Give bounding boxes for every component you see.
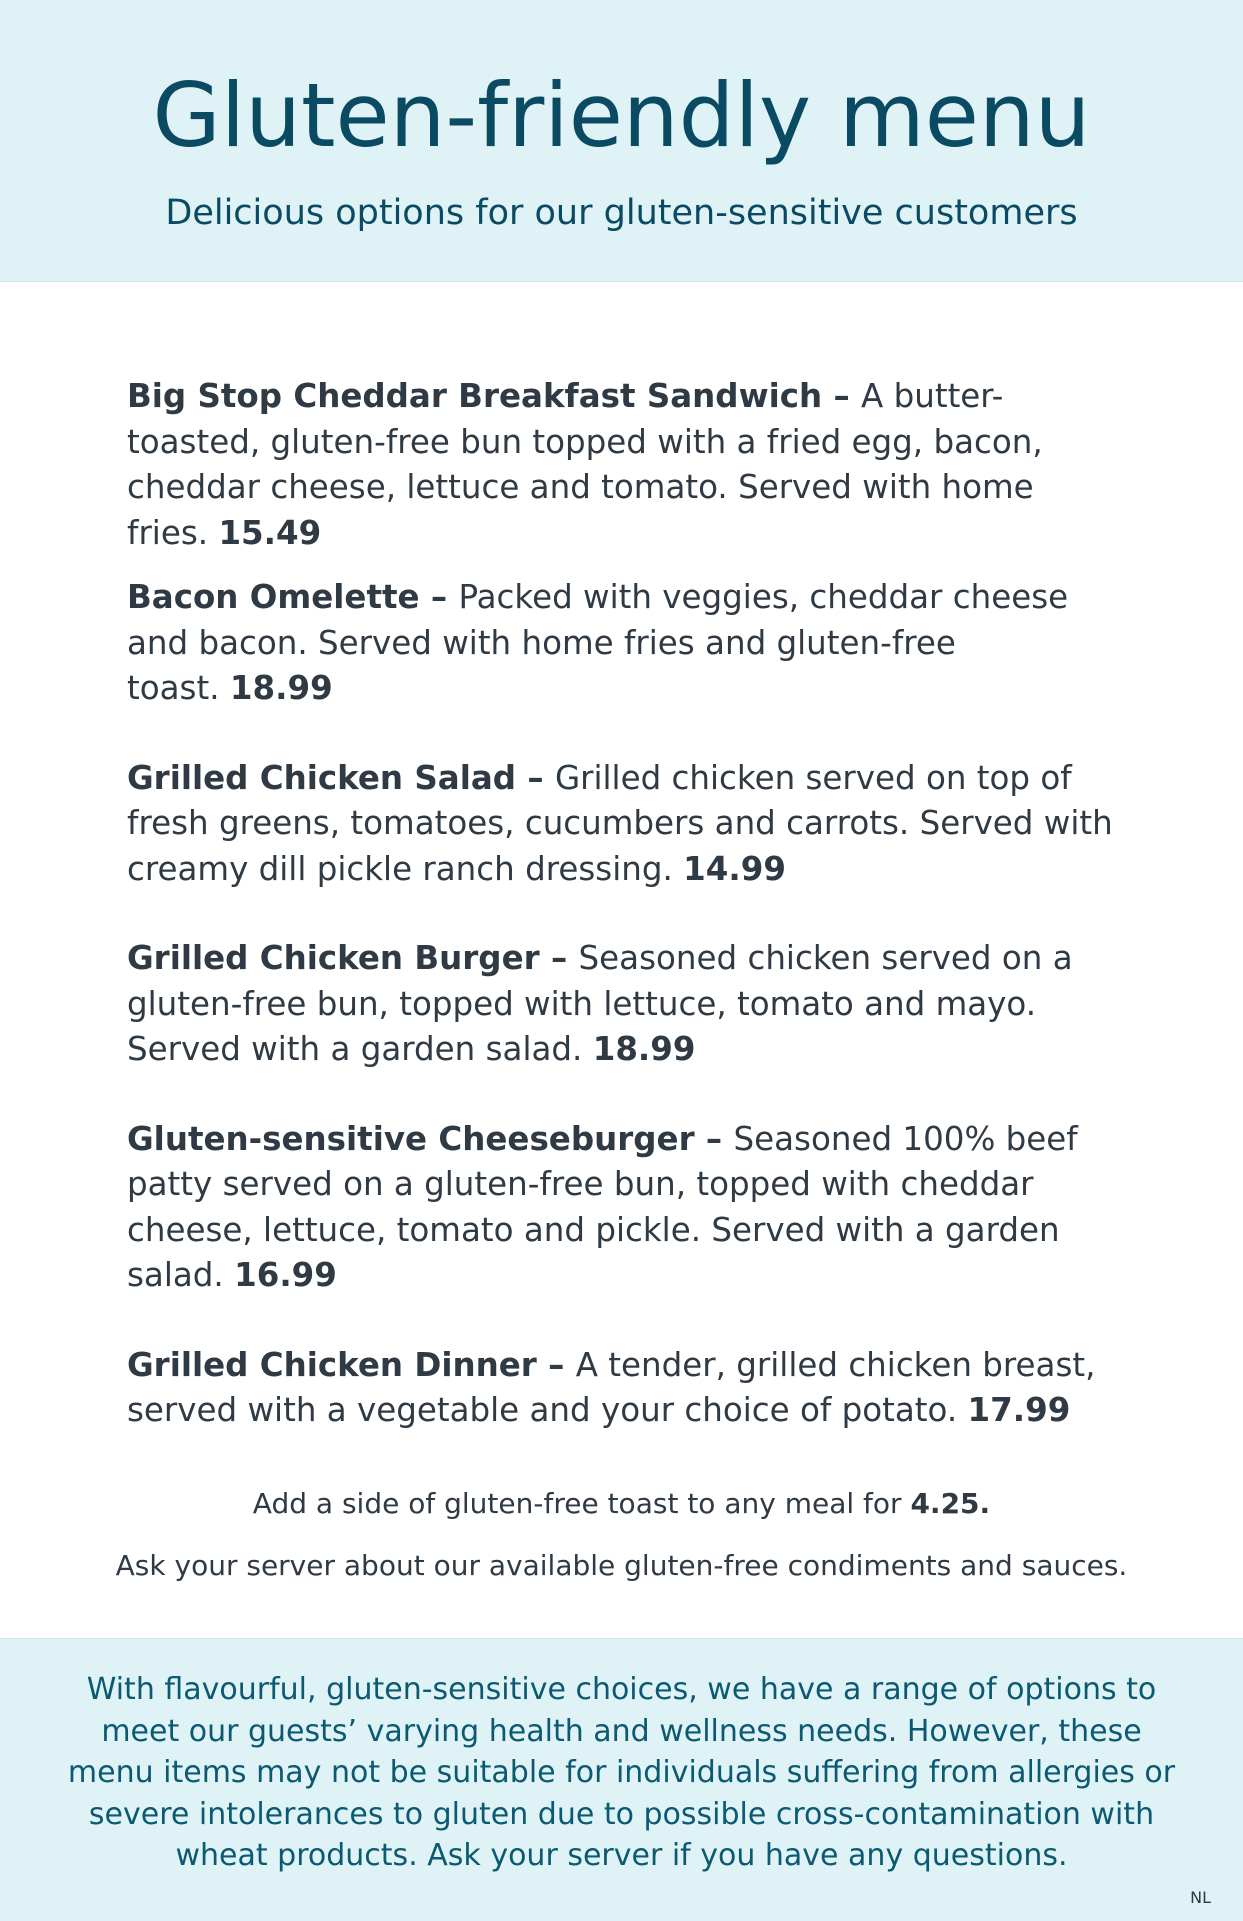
condiments-note: Ask your server about our available gluten-free condiments and sauces. xyxy=(115,1549,1128,1582)
menu-item-description: Seasoned chicken served on a gluten-free bun, topped with lettuce, tomato and mayo. Served with a garden salad. xyxy=(127,939,1073,1068)
menu-item-price: 18.99 xyxy=(592,1030,696,1068)
menu-item-separator: – xyxy=(694,1119,734,1158)
toast-note xyxy=(0,1487,1243,1521)
header-banner xyxy=(0,0,1243,282)
page-subtitle: Delicious options for our gluten-sensitive customers xyxy=(165,193,1078,233)
menu-item-separator: – xyxy=(539,939,579,977)
menu-item-description: Seasoned 100% beef patty served on a gluten-free bun, topped with cheddar cheese, lettuce, tomato and pickle. Served with a garden salad. xyxy=(127,1119,1078,1294)
region-code: NL xyxy=(1190,1888,1211,1907)
menu-item-chicken-burger xyxy=(127,936,1127,1073)
menu-item-separator: – xyxy=(536,1345,576,1384)
menu-item-separator: – xyxy=(822,377,862,415)
menu-item-price: 18.99 xyxy=(229,669,333,707)
menu-item-name: Big Stop Cheddar Breakfast Sandwich xyxy=(127,377,823,415)
toast-note-price: 4.25. xyxy=(910,1487,991,1520)
menu-items-list xyxy=(127,374,1127,1434)
menu-item-name: Grilled Chicken Dinner xyxy=(127,1345,537,1384)
menu-item-description: Grilled chicken served on top of fresh greens, tomatoes, cucumbers and carrots. Served with creamy dill pickle ranch dressing. xyxy=(127,758,1113,888)
menu-item-description: A tender, grilled chicken breast, served with a vegetable and your choice of potato. xyxy=(127,1345,1096,1429)
menu-item-name: Grilled Chicken Salad xyxy=(127,758,517,797)
menu-item-chicken-dinner xyxy=(127,1343,1127,1434)
menu-item-separator: – xyxy=(419,578,459,616)
toast-note-text: Add a side of gluten-free toast to any meal for xyxy=(252,1487,902,1520)
menu-item-description: A butter-toasted, gluten-free bun topped with a fried egg, bacon, cheddar cheese, lettuce and tomato. Served with home fries. xyxy=(127,377,1043,552)
page-title: Gluten-friendly menu xyxy=(152,64,1091,167)
menu-item-cheeseburger xyxy=(127,1117,1127,1299)
menu-item-price: 15.49 xyxy=(218,513,322,552)
menu-item-separator: – xyxy=(516,758,555,797)
menu-item-name: Bacon Omelette xyxy=(127,578,420,616)
menu-item-breakfast-sandwich xyxy=(127,374,1127,556)
footer-banner xyxy=(0,1638,1243,1921)
menu-item-price: 14.99 xyxy=(683,849,786,888)
menu-item-price: 16.99 xyxy=(234,1256,337,1294)
menu-item-chicken-salad xyxy=(127,756,1127,893)
menu-item-name: Gluten-sensitive Cheeseburger xyxy=(127,1119,695,1158)
menu-item-bacon-omelette xyxy=(127,575,1127,712)
menu-item-price: 17.99 xyxy=(967,1391,1071,1429)
menu-item-description: Packed with veggies, cheddar cheese and bacon. Served with home fries and gluten-free toast. xyxy=(127,578,1069,707)
allergy-disclaimer: With flavourful, gluten-sensitive choices, we have a range of options to meet our guests’ varying health and wellness needs. However, these menu items may not be suitable for individuals suffering from allergies or severe intolerances to gluten due to possible cross-contamination with wheat products. Ask your server if you have any questions. xyxy=(67,1672,1176,1873)
menu-item-name: Grilled Chicken Burger xyxy=(127,939,540,977)
